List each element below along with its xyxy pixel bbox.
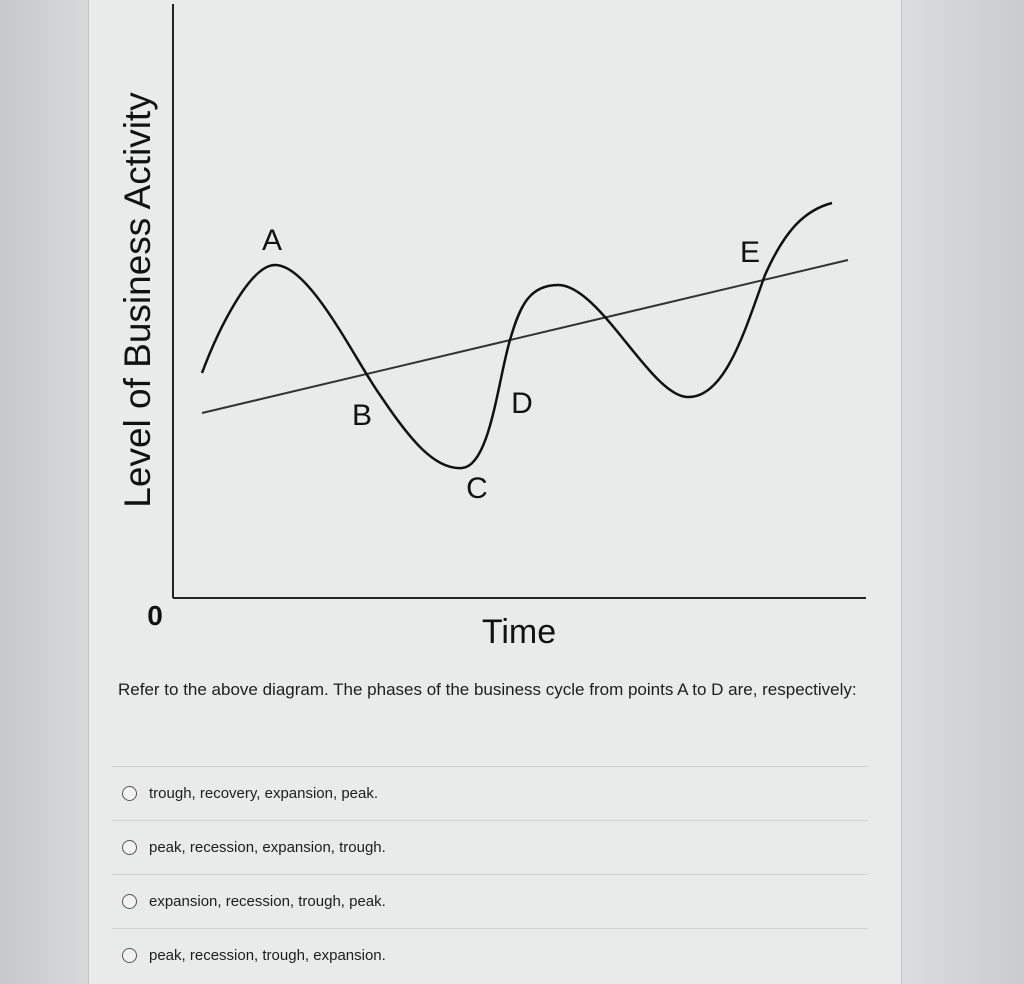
radio-button[interactable]	[122, 786, 137, 801]
answer-option[interactable]	[112, 820, 868, 874]
point-label-a: A	[261, 224, 283, 257]
x-axis-label: Time	[481, 613, 557, 651]
answer-option-label: peak, recession, trough, expansion.	[149, 947, 386, 964]
origin-label: 0	[147, 600, 163, 631]
point-label-b: B	[351, 399, 373, 432]
radio-button[interactable]	[122, 894, 137, 909]
point-label-c: C	[466, 472, 488, 505]
answer-option[interactable]	[112, 928, 868, 982]
question-text: Refer to the above diagram. The phases of the business cycle from points A to D are, respectively:	[118, 680, 857, 699]
answer-option[interactable]	[112, 874, 868, 928]
answer-option-label: peak, recession, expansion, trough.	[149, 839, 386, 856]
radio-button[interactable]	[122, 948, 137, 963]
y-axis-label: Level of Business Activity	[117, 92, 158, 508]
answer-option-label: trough, recovery, expansion, peak.	[149, 785, 379, 802]
business-cycle-curve	[202, 203, 832, 468]
answer-option-label: expansion, recession, trough, peak.	[149, 893, 386, 910]
radio-button[interactable]	[122, 840, 137, 855]
answer-option[interactable]	[112, 766, 868, 820]
point-label-e: E	[739, 236, 761, 269]
answer-options	[112, 766, 868, 982]
point-label-d: D	[511, 387, 533, 420]
